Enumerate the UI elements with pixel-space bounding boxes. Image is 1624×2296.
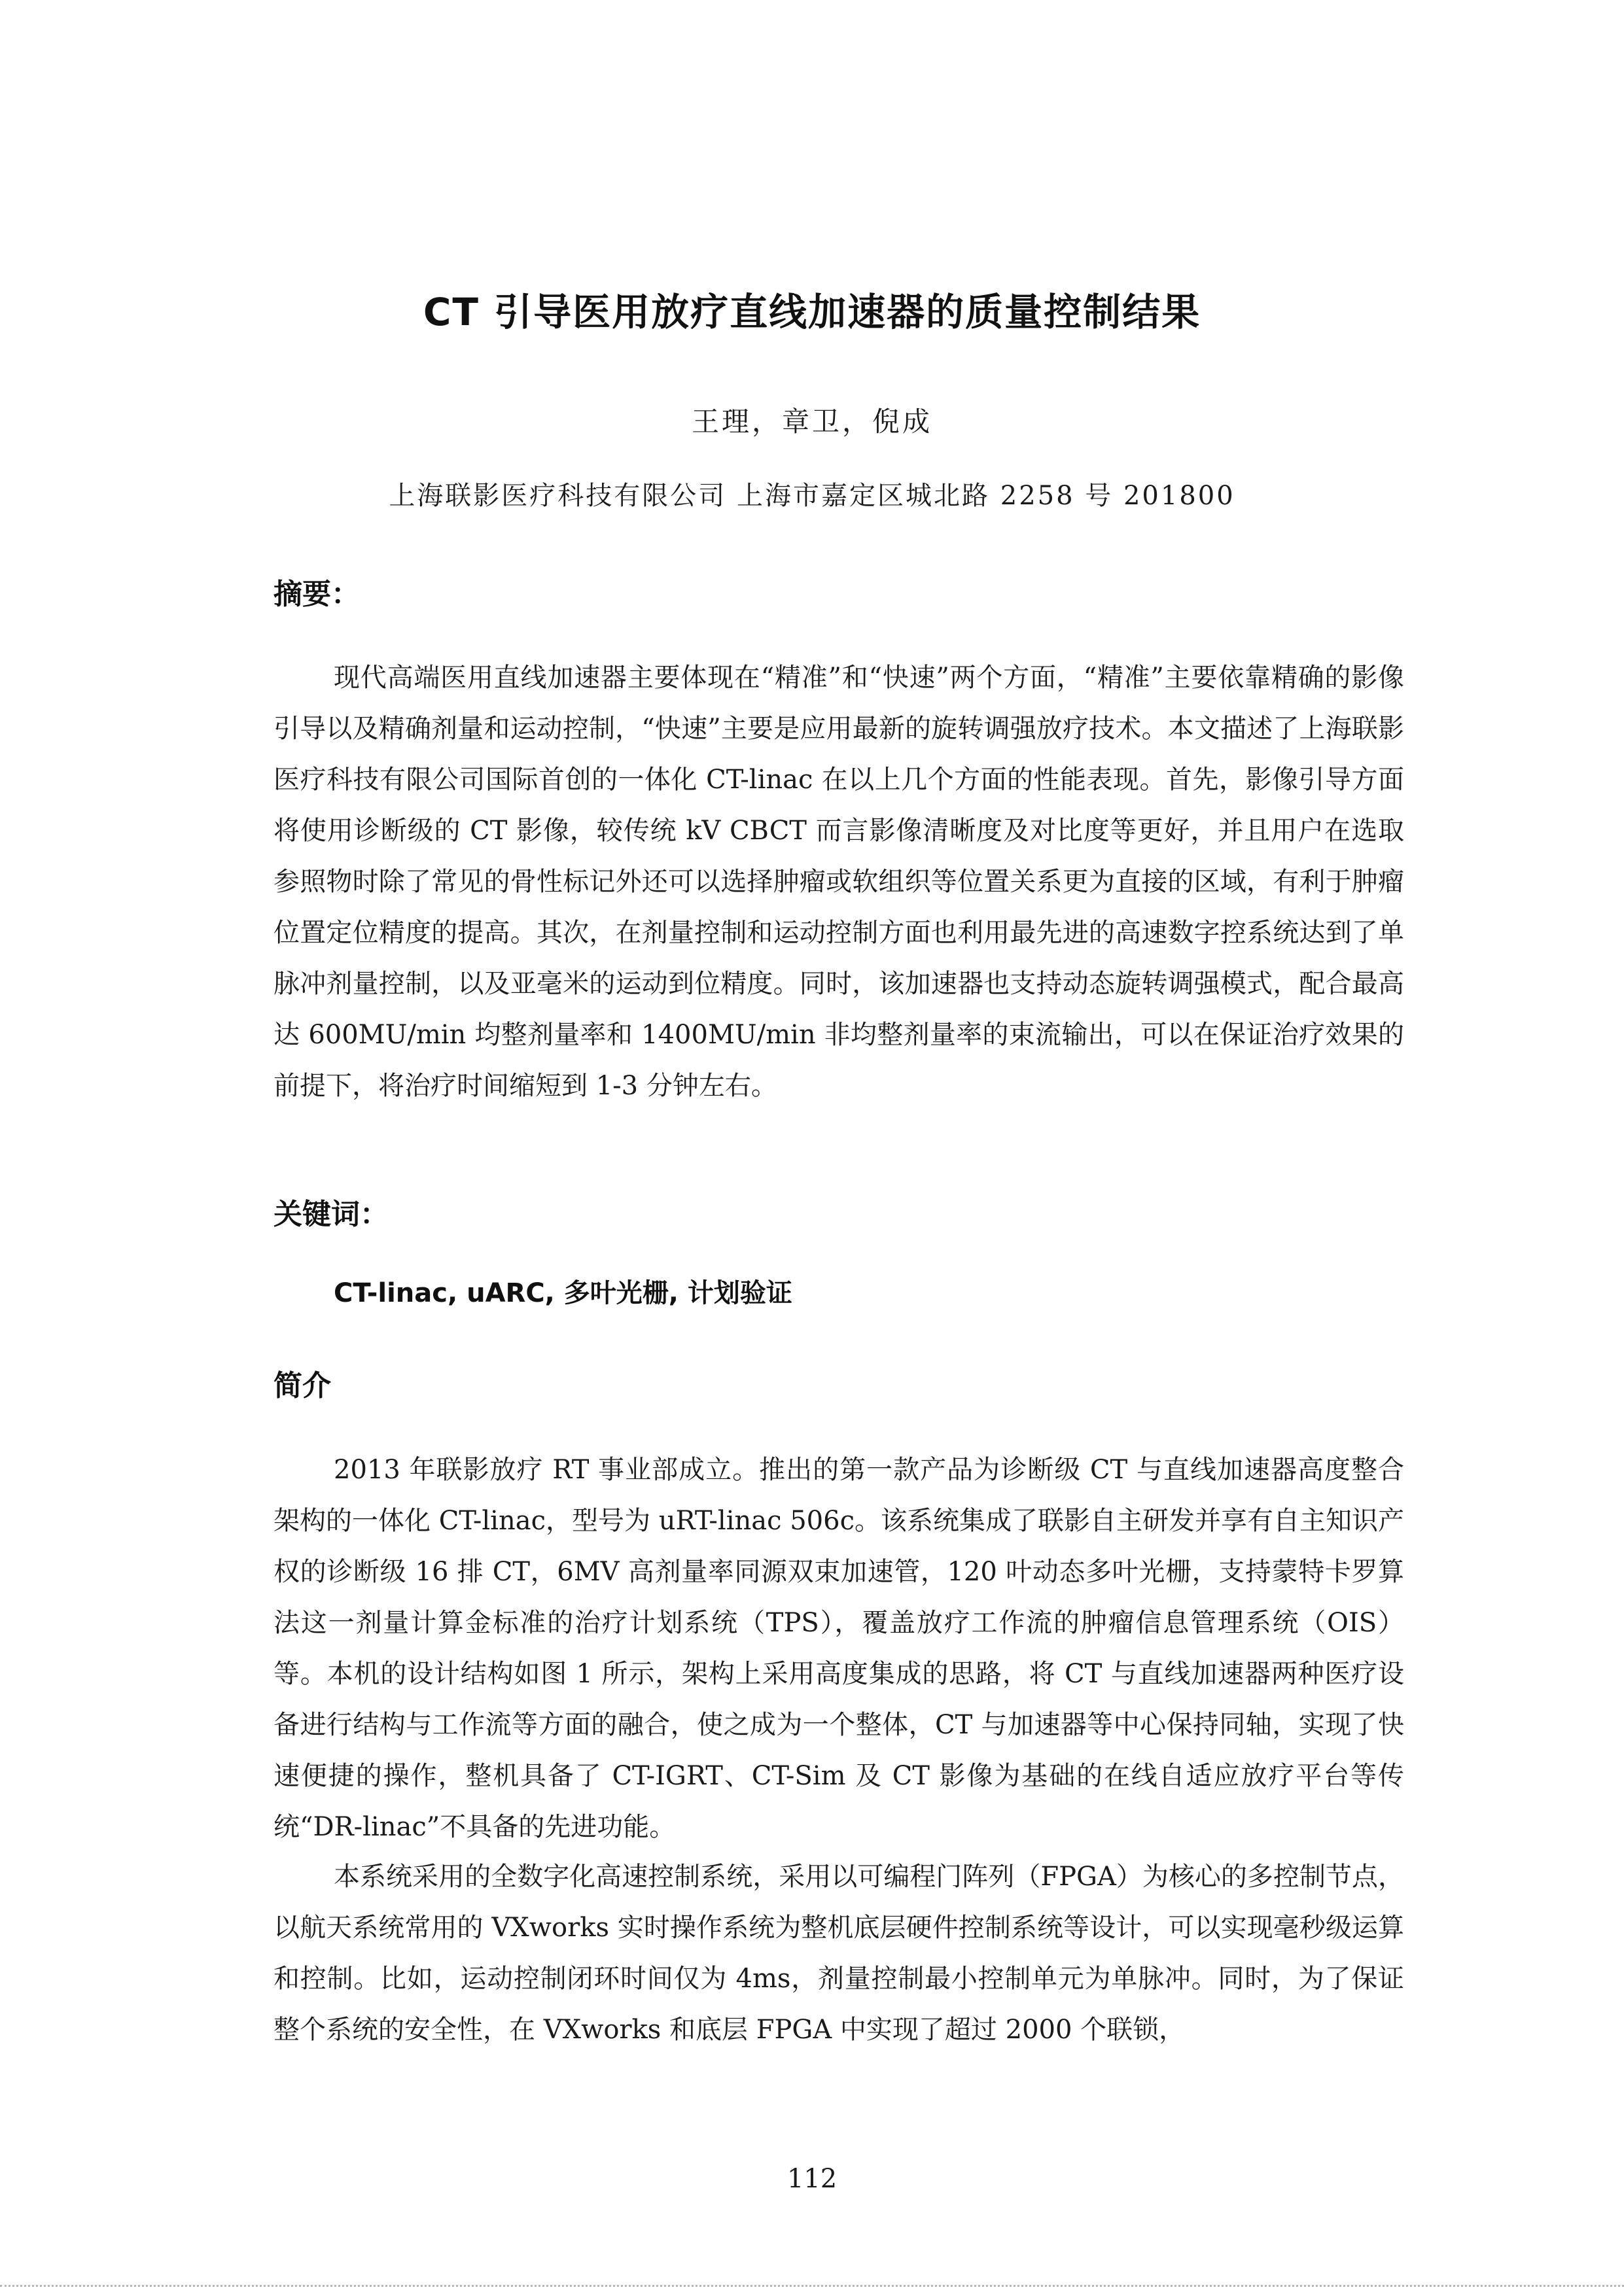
intro-paragraph-2: 本系统采用的全数字化高速控制系统，采用以可编程门阵列（FPGA）为核心的多控制节点，以航天系统常用的 VXworks 实时操作系统为整机底层硬件控制系统等设计，可以实现毫秒级运算和控制。比如，运动控制闭环时间仅为 4ms，剂量控制最小控制单元为单脉冲。同时，为了保证整个系统的安全性，在 VXworks 和底层 FPGA 中实现了超过 2000 个联锁， <box>274 1862 1404 2045</box>
author-affiliation: 上海联影医疗科技有限公司 上海市嘉定区城北路 2258 号 201800 <box>389 481 1235 511</box>
abstract-heading: 摘要： <box>274 578 360 611</box>
author-list: 王理，章卫，倪成 <box>691 406 932 438</box>
intro-paragraph-1: 2013 年联影放疗 RT 事业部成立。推出的第一款产品为诊断级 CT 与直线加速器高度整合架构的一体化 CT-linac，型号为 uRT-linac 506c。该系统集成了联影自主研发并享有自主知识产权的诊断级 16 排 CT，6MV 高剂量率同源双束加速管，120 叶动态多叶光栅，支持蒙特卡罗算法这一剂量计算金标准的治疗计划系统（TPS），覆盖放疗工作流的肿瘤信息管理系统（OIS）等。本机的设计结构如图 1 所示，架构上采用高度集成的思路，将 CT 与直线加速器两种医疗设备进行结构与工作流等方面的融合，使之成为一个整体，CT 与加速器等中心保持同轴，实现了快速便捷的操作，整机具备了 CT-IGRT、CT-Sim 及 CT 影像为基础的在线自适应放疗平台等传统“DR-linac”不具备的先进功能。 <box>274 1455 1404 1842</box>
abstract-text: 现代高端医用直线加速器主要体现在“精准”和“快速”两个方面，“精准”主要依靠精确的影像引导以及精确剂量和运动控制，“快速”主要是应用最新的旋转调强放疗技术。本文描述了上海联影医疗科技有限公司国际首创的一体化 CT-linac 在以上几个方面的性能表现。首先，影像引导方面将使用诊断级的 CT 影像，较传统 kV CBCT 而言影像清晰度及对比度等更好，并且用户在选取参照物时除了常见的骨性标记外还可以选择肿瘤或软组织等位置关系更为直接的区域，有利于肿瘤位置定位精度的提高。其次，在剂量控制和运动控制方面也利用最先进的高速数字控系统达到了单脉冲剂量控制，以及亚毫米的运动到位精度。同时，该加速器也支持动态旋转调强模式，配合最高达 600MU/min 均整剂量率和 1400MU/min 非均整剂量率的束流输出，可以在保证治疗效果的前提下，将治疗时间缩短到 1-3 分钟左右。 <box>274 663 1404 1101</box>
keywords-text: CT-linac, uARC, 多叶光栅, 计划验证 <box>334 1278 792 1308</box>
intro-heading: 简介 <box>274 1369 331 1402</box>
scan-edge-line <box>0 2285 1624 2287</box>
page-number: 112 <box>786 2164 838 2194</box>
paper-title: CT 引导医用放疗直线加速器的质量控制结果 <box>423 290 1201 334</box>
keywords-heading: 关键词： <box>274 1198 389 1231</box>
